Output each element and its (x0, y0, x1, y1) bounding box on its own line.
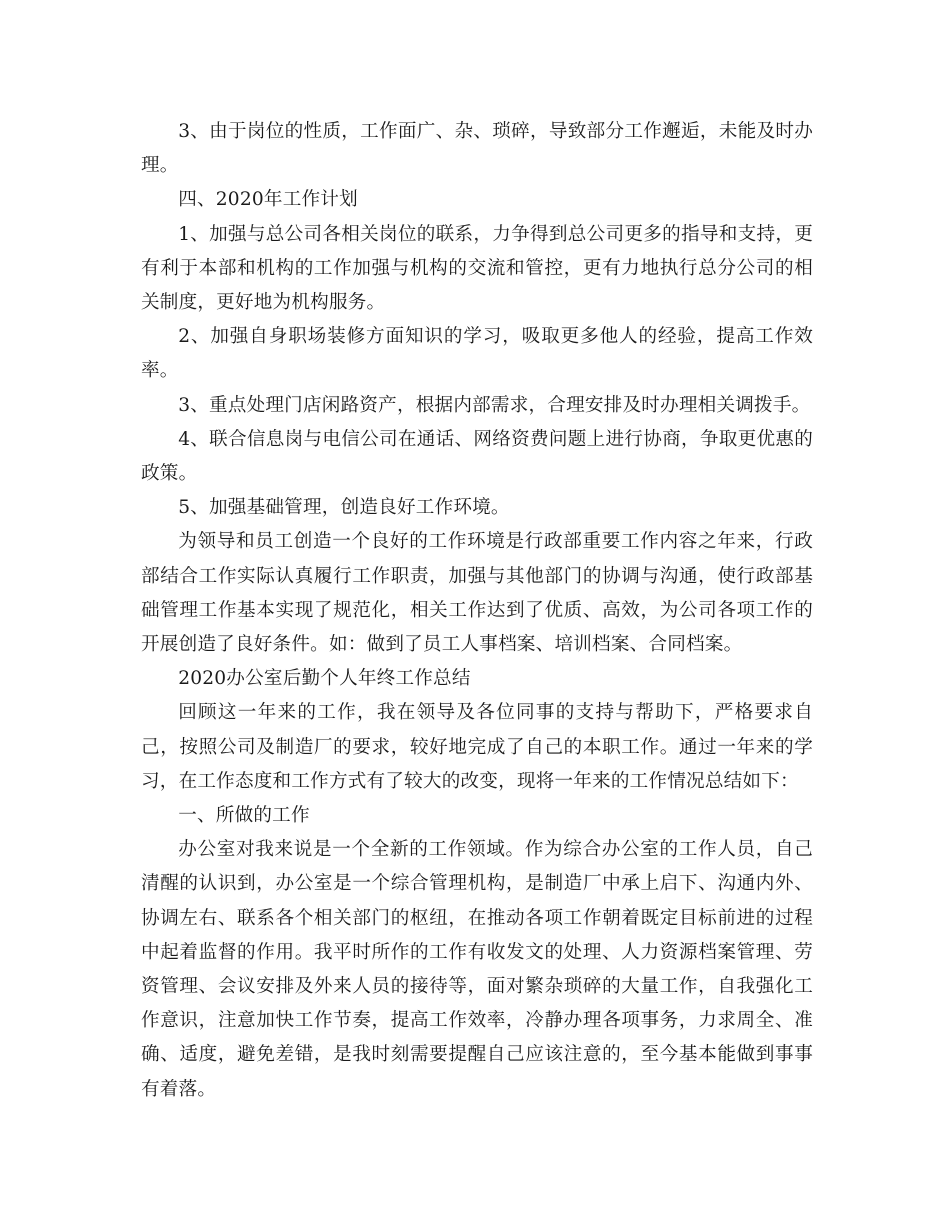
paragraph-plan-3: 3、重点处理门店闲路资产，根据内部需求，合理安排及时办理相关调拨手。 (178, 394, 811, 416)
paragraph-1: 3、由于岗位的性质，工作面广、杂、琐碎，导致部分工作邂逅，未能及时办理。 (141, 121, 813, 177)
paragraph-office-work: 办公室对我来说是一个全新的工作领域。作为综合办公室的工作人员，自己清醒的认识到，办公室是一个综合管理机构，是制造厂中承上启下、沟通内外、协调左右、联系各个相关部门的枢纽，在推动各项工作朝着既定目标前进的过程中起着监督的作用。我平时所作的工作有收发文的处理、人力资源档案管理、劳资管理、会议安排及外来人员的接待等，面对繁杂琐碎的大量工作，自我强化工作意识，注意加快工作节奏，提高工作效率，冷静办理各项事务，力求周全、准确、适度，避免差错，是我时刻需要提醒自己应该注意的，至今基本能做到事事有着落。 (141, 839, 813, 1100)
paragraph-review: 回顾这一年来的工作，我在领导及各位同事的支持与帮助下，严格要求自己，按照公司及制造厂的要求，较好地完成了自己的本职工作。通过一年来的学习，在工作态度和工作方式有了较大的改变，现将一年来的工作情况总结如下： (141, 702, 813, 792)
paragraph-plan-2: 2、加强自身职场装修方面知识的学习，吸取更多他人的经验，提高工作效率。 (141, 326, 813, 382)
section-heading-summary: 2020办公室后勤个人年终工作总结 (178, 668, 471, 690)
paragraph-plan-4: 4、联合信息岗与电信公司在通话、网络资费问题上进行协商，争取更优惠的政策。 (141, 428, 813, 485)
document-body (141, 115, 813, 1107)
section-heading-2020-plan: 四、2020年工作计划 (178, 189, 358, 211)
paragraph-plan-5: 5、加强基础管理，创造良好工作环境。 (178, 497, 510, 519)
section-heading-work-done: 一、所做的工作 (178, 805, 310, 827)
paragraph-plan-1: 1、加强与总公司各相关岗位的联系，力争得到总公司更多的指导和支持，更有利于本部和机构的工作加强与机构的交流和管控，更有力地执行总分公司的相关制度，更好地为机构服务。 (141, 223, 813, 314)
paragraph-environment: 为领导和员工创造一个良好的工作环境是行政部重要工作内容之年来，行政部结合工作实际认真履行工作职责，加强与其他部门的协调与沟通，使行政部基础管理工作基本实现了规范化，相关工作达到了优质、高效，为公司各项工作的开展创造了良好条件。如：做到了员工人事档案、培训档案、合同档案。 (141, 531, 813, 656)
